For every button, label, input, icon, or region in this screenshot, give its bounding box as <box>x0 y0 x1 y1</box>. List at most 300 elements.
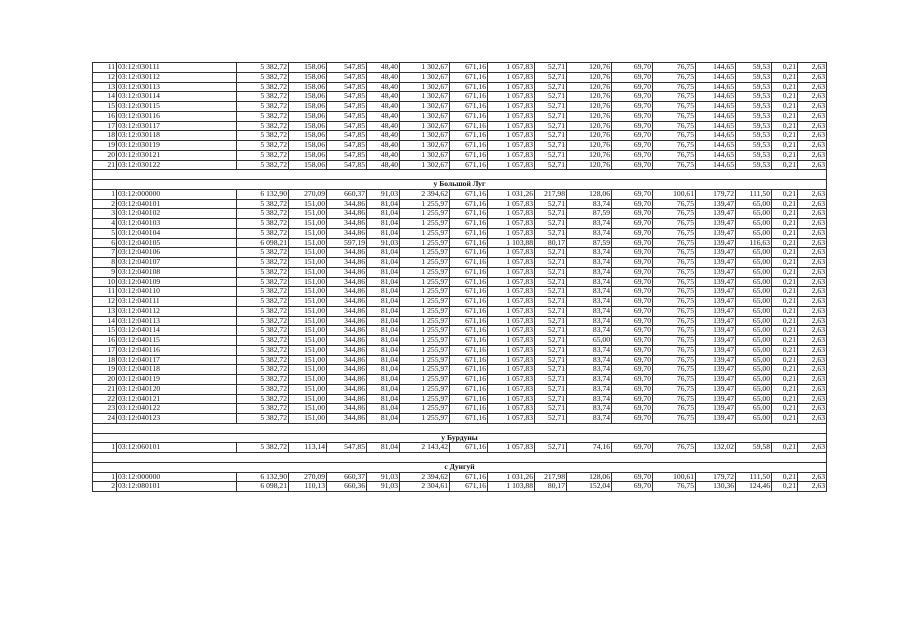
value-cell: 547,85 <box>327 141 367 151</box>
row-number: 24 <box>93 414 117 424</box>
cadastral-code: 03:12:040105 <box>117 238 237 248</box>
row-number: 12 <box>93 72 117 82</box>
value-cell: 69,70 <box>612 228 653 238</box>
row-number: 23 <box>93 404 117 414</box>
value-cell: 158,06 <box>289 111 327 121</box>
value-cell: 5 382,72 <box>237 384 289 394</box>
value-cell: 139,47 <box>696 306 736 316</box>
value-cell: 65,00 <box>736 219 772 229</box>
value-cell: 2,63 <box>798 102 827 112</box>
value-cell: 547,85 <box>327 160 367 170</box>
cadastral-code: 03:12:030118 <box>117 131 237 141</box>
value-cell: 0,21 <box>772 160 798 170</box>
row-number: 20 <box>93 375 117 385</box>
value-cell: 81,04 <box>367 355 400 365</box>
value-cell: 217,98 <box>535 189 567 199</box>
value-cell: 128,06 <box>567 189 612 199</box>
value-cell: 671,16 <box>450 63 488 73</box>
value-cell: 5 382,72 <box>237 365 289 375</box>
table-row <box>93 384 827 394</box>
value-cell: 52,71 <box>535 345 567 355</box>
value-cell: 76,75 <box>653 384 696 394</box>
value-cell: 671,16 <box>450 443 488 453</box>
row-number: 16 <box>93 336 117 346</box>
value-cell: 2,63 <box>798 482 827 492</box>
section-spacer <box>93 423 827 433</box>
value-cell: 671,16 <box>450 102 488 112</box>
cadastral-code: 03:12:040108 <box>117 267 237 277</box>
value-cell: 52,71 <box>535 82 567 92</box>
value-cell: 2,63 <box>798 248 827 258</box>
value-cell: 0,21 <box>772 365 798 375</box>
value-cell: 48,40 <box>367 160 400 170</box>
section-spacer <box>93 170 827 180</box>
value-cell: 671,16 <box>450 111 488 121</box>
value-cell: 81,04 <box>367 297 400 307</box>
value-cell: 120,76 <box>567 72 612 82</box>
value-cell: 52,71 <box>535 150 567 160</box>
value-cell: 83,74 <box>567 219 612 229</box>
value-cell: 547,85 <box>327 111 367 121</box>
value-cell: 2,63 <box>798 365 827 375</box>
cadastral-code: 03:12:030113 <box>117 82 237 92</box>
value-cell: 1 057,83 <box>488 82 535 92</box>
value-cell: 1 255,97 <box>400 404 450 414</box>
value-cell: 52,71 <box>535 102 567 112</box>
value-cell: 65,00 <box>736 306 772 316</box>
value-cell: 139,47 <box>696 326 736 336</box>
value-cell: 48,40 <box>367 150 400 160</box>
value-cell: 660,37 <box>327 472 367 482</box>
value-cell: 69,70 <box>612 482 653 492</box>
value-cell: 0,21 <box>772 414 798 424</box>
value-cell: 5 382,72 <box>237 404 289 414</box>
value-cell: 83,74 <box>567 316 612 326</box>
value-cell: 1 057,83 <box>488 199 535 209</box>
value-cell: 5 382,72 <box>237 267 289 277</box>
value-cell: 69,70 <box>612 189 653 199</box>
value-cell: 2,63 <box>798 404 827 414</box>
value-cell: 344,86 <box>327 375 367 385</box>
value-cell: 1 255,97 <box>400 248 450 258</box>
value-cell: 1 057,83 <box>488 72 535 82</box>
table-row <box>93 131 827 141</box>
value-cell: 52,71 <box>535 306 567 316</box>
value-cell: 1 057,83 <box>488 267 535 277</box>
value-cell: 2,63 <box>798 258 827 268</box>
value-cell: 139,47 <box>696 277 736 287</box>
value-cell: 0,21 <box>772 189 798 199</box>
value-cell: 139,47 <box>696 414 736 424</box>
value-cell: 671,16 <box>450 326 488 336</box>
value-cell: 52,71 <box>535 248 567 258</box>
value-cell: 1 255,97 <box>400 209 450 219</box>
table-row <box>93 316 827 326</box>
value-cell: 59,53 <box>736 131 772 141</box>
value-cell: 2,63 <box>798 287 827 297</box>
value-cell: 65,00 <box>736 336 772 346</box>
value-cell: 69,70 <box>612 326 653 336</box>
value-cell: 2,63 <box>798 199 827 209</box>
value-cell: 1 057,83 <box>488 248 535 258</box>
table-row <box>93 189 827 199</box>
value-cell: 158,06 <box>289 131 327 141</box>
value-cell: 152,04 <box>567 482 612 492</box>
row-number: 5 <box>93 228 117 238</box>
value-cell: 2,63 <box>798 414 827 424</box>
value-cell: 5 382,72 <box>237 92 289 102</box>
value-cell: 139,47 <box>696 267 736 277</box>
value-cell: 81,04 <box>367 228 400 238</box>
value-cell: 144,65 <box>696 72 736 82</box>
value-cell: 547,85 <box>327 443 367 453</box>
table-row <box>93 414 827 424</box>
row-number: 14 <box>93 316 117 326</box>
value-cell: 83,74 <box>567 375 612 385</box>
value-cell: 69,70 <box>612 267 653 277</box>
value-cell: 158,06 <box>289 141 327 151</box>
value-cell: 52,71 <box>535 355 567 365</box>
value-cell: 52,71 <box>535 228 567 238</box>
value-cell: 2,63 <box>798 121 827 131</box>
value-cell: 1 302,67 <box>400 150 450 160</box>
value-cell: 81,04 <box>367 316 400 326</box>
value-cell: 5 382,72 <box>237 121 289 131</box>
value-cell: 91,03 <box>367 238 400 248</box>
value-cell: 1 057,83 <box>488 141 535 151</box>
value-cell: 0,21 <box>772 248 798 258</box>
value-cell: 0,21 <box>772 375 798 385</box>
value-cell: 52,71 <box>535 336 567 346</box>
value-cell: 5 382,72 <box>237 150 289 160</box>
value-cell: 1 255,97 <box>400 316 450 326</box>
value-cell: 5 382,72 <box>237 443 289 453</box>
value-cell: 52,71 <box>535 258 567 268</box>
value-cell: 144,65 <box>696 63 736 73</box>
value-cell: 158,06 <box>289 150 327 160</box>
value-cell: 120,76 <box>567 111 612 121</box>
value-cell: 547,85 <box>327 92 367 102</box>
value-cell: 0,21 <box>772 443 798 453</box>
value-cell: 83,74 <box>567 404 612 414</box>
cadastral-code: 03:12:030112 <box>117 72 237 82</box>
cadastral-code: 03:12:040106 <box>117 248 237 258</box>
value-cell: 1 255,97 <box>400 277 450 287</box>
row-number: 11 <box>93 63 117 73</box>
value-cell: 69,70 <box>612 160 653 170</box>
value-cell: 0,21 <box>772 92 798 102</box>
value-cell: 65,00 <box>736 355 772 365</box>
value-cell: 48,40 <box>367 141 400 151</box>
section-title-row <box>93 462 827 472</box>
value-cell: 6 132,90 <box>237 472 289 482</box>
table-body <box>93 63 827 492</box>
value-cell: 344,86 <box>327 355 367 365</box>
value-cell: 0,21 <box>772 336 798 346</box>
value-cell: 52,71 <box>535 219 567 229</box>
value-cell: 158,06 <box>289 72 327 82</box>
value-cell: 671,16 <box>450 121 488 131</box>
value-cell: 48,40 <box>367 92 400 102</box>
value-cell: 69,70 <box>612 365 653 375</box>
value-cell: 48,40 <box>367 111 400 121</box>
value-cell: 179,72 <box>696 472 736 482</box>
value-cell: 139,47 <box>696 336 736 346</box>
cadastral-code: 03:12:030121 <box>117 150 237 160</box>
value-cell: 0,21 <box>772 111 798 121</box>
value-cell: 344,86 <box>327 267 367 277</box>
table-row <box>93 121 827 131</box>
value-cell: 1 255,97 <box>400 267 450 277</box>
value-cell: 139,47 <box>696 287 736 297</box>
value-cell: 1 255,97 <box>400 297 450 307</box>
row-number: 8 <box>93 258 117 268</box>
value-cell: 0,21 <box>772 404 798 414</box>
value-cell: 2,63 <box>798 150 827 160</box>
value-cell: 81,04 <box>367 287 400 297</box>
value-cell: 76,75 <box>653 228 696 238</box>
value-cell: 48,40 <box>367 63 400 73</box>
row-number: 9 <box>93 267 117 277</box>
value-cell: 158,06 <box>289 102 327 112</box>
value-cell: 344,86 <box>327 287 367 297</box>
table-row <box>93 199 827 209</box>
value-cell: 1 057,83 <box>488 375 535 385</box>
value-cell: 83,74 <box>567 365 612 375</box>
value-cell: 1 255,97 <box>400 238 450 248</box>
value-cell: 671,16 <box>450 131 488 141</box>
value-cell: 1 057,83 <box>488 131 535 141</box>
value-cell: 151,00 <box>289 297 327 307</box>
cadastral-code: 03:12:040114 <box>117 326 237 336</box>
value-cell: 69,70 <box>612 443 653 453</box>
value-cell: 344,86 <box>327 336 367 346</box>
value-cell: 5 382,72 <box>237 326 289 336</box>
value-cell: 1 302,67 <box>400 121 450 131</box>
value-cell: 83,74 <box>567 414 612 424</box>
cadastral-code: 03:12:040116 <box>117 345 237 355</box>
table-row <box>93 219 827 229</box>
value-cell: 6 098,21 <box>237 238 289 248</box>
row-number: 3 <box>93 209 117 219</box>
value-cell: 120,76 <box>567 150 612 160</box>
value-cell: 128,06 <box>567 472 612 482</box>
value-cell: 69,70 <box>612 472 653 482</box>
value-cell: 139,47 <box>696 394 736 404</box>
cadastral-code: 03:12:040119 <box>117 375 237 385</box>
cadastral-code: 03:12:040118 <box>117 365 237 375</box>
value-cell: 151,00 <box>289 219 327 229</box>
value-cell: 65,00 <box>736 258 772 268</box>
value-cell: 0,21 <box>772 150 798 160</box>
value-cell: 2,63 <box>798 277 827 287</box>
value-cell: 1 302,67 <box>400 111 450 121</box>
value-cell: 151,00 <box>289 316 327 326</box>
value-cell: 1 057,83 <box>488 404 535 414</box>
row-number: 11 <box>93 287 117 297</box>
value-cell: 5 382,72 <box>237 394 289 404</box>
row-number: 17 <box>93 345 117 355</box>
value-cell: 671,16 <box>450 306 488 316</box>
value-cell: 69,70 <box>612 72 653 82</box>
value-cell: 81,04 <box>367 258 400 268</box>
value-cell: 59,53 <box>736 141 772 151</box>
value-cell: 83,74 <box>567 384 612 394</box>
value-cell: 2,63 <box>798 189 827 199</box>
value-cell: 83,74 <box>567 258 612 268</box>
value-cell: 69,70 <box>612 414 653 424</box>
value-cell: 2,63 <box>798 72 827 82</box>
value-cell: 671,16 <box>450 336 488 346</box>
value-cell: 144,65 <box>696 82 736 92</box>
value-cell: 144,65 <box>696 150 736 160</box>
value-cell: 344,86 <box>327 248 367 258</box>
row-number: 1 <box>93 189 117 199</box>
value-cell: 671,16 <box>450 384 488 394</box>
cadastral-code: 03:12:040110 <box>117 287 237 297</box>
cadastral-code: 03:12:080101 <box>117 482 237 492</box>
value-cell: 158,06 <box>289 121 327 131</box>
cadastral-code: 03:12:040112 <box>117 306 237 316</box>
value-cell: 151,00 <box>289 355 327 365</box>
value-cell: 1 302,67 <box>400 141 450 151</box>
value-cell: 1 057,83 <box>488 336 535 346</box>
value-cell: 671,16 <box>450 82 488 92</box>
value-cell: 344,86 <box>327 228 367 238</box>
table-row <box>93 355 827 365</box>
value-cell: 113,14 <box>289 443 327 453</box>
value-cell: 671,16 <box>450 238 488 248</box>
value-cell: 671,16 <box>450 365 488 375</box>
value-cell: 0,21 <box>772 199 798 209</box>
value-cell: 69,70 <box>612 209 653 219</box>
value-cell: 59,53 <box>736 82 772 92</box>
row-number: 12 <box>93 297 117 307</box>
value-cell: 87,59 <box>567 209 612 219</box>
value-cell: 5 382,72 <box>237 375 289 385</box>
value-cell: 217,98 <box>535 472 567 482</box>
value-cell: 83,74 <box>567 248 612 258</box>
value-cell: 76,75 <box>653 82 696 92</box>
value-cell: 52,71 <box>535 63 567 73</box>
value-cell: 5 382,72 <box>237 345 289 355</box>
value-cell: 671,16 <box>450 287 488 297</box>
value-cell: 0,21 <box>772 141 798 151</box>
value-cell: 2,63 <box>798 219 827 229</box>
table-row <box>93 394 827 404</box>
spacer-cell <box>93 453 827 463</box>
value-cell: 0,21 <box>772 258 798 268</box>
value-cell: 0,21 <box>772 121 798 131</box>
value-cell: 120,76 <box>567 92 612 102</box>
value-cell: 69,70 <box>612 92 653 102</box>
value-cell: 48,40 <box>367 72 400 82</box>
value-cell: 69,70 <box>612 258 653 268</box>
value-cell: 5 382,72 <box>237 141 289 151</box>
value-cell: 2,63 <box>798 228 827 238</box>
row-number: 18 <box>93 355 117 365</box>
value-cell: 1 255,97 <box>400 326 450 336</box>
value-cell: 65,00 <box>736 277 772 287</box>
value-cell: 76,75 <box>653 345 696 355</box>
value-cell: 1 255,97 <box>400 345 450 355</box>
value-cell: 671,16 <box>450 92 488 102</box>
value-cell: 344,86 <box>327 277 367 287</box>
value-cell: 344,86 <box>327 316 367 326</box>
value-cell: 270,09 <box>289 472 327 482</box>
spacer-cell <box>93 423 827 433</box>
value-cell: 158,06 <box>289 82 327 92</box>
value-cell: 1 302,67 <box>400 160 450 170</box>
value-cell: 151,00 <box>289 277 327 287</box>
value-cell: 2,63 <box>798 297 827 307</box>
value-cell: 83,74 <box>567 394 612 404</box>
value-cell: 144,65 <box>696 92 736 102</box>
value-cell: 2,63 <box>798 326 827 336</box>
cadastral-code: 03:12:030119 <box>117 141 237 151</box>
table-row <box>93 238 827 248</box>
value-cell: 52,71 <box>535 316 567 326</box>
value-cell: 547,85 <box>327 150 367 160</box>
value-cell: 660,36 <box>327 482 367 492</box>
value-cell: 76,75 <box>653 443 696 453</box>
value-cell: 660,37 <box>327 189 367 199</box>
value-cell: 76,75 <box>653 365 696 375</box>
value-cell: 5 382,72 <box>237 209 289 219</box>
value-cell: 671,16 <box>450 189 488 199</box>
value-cell: 1 057,83 <box>488 306 535 316</box>
value-cell: 1 255,97 <box>400 287 450 297</box>
value-cell: 2,63 <box>798 345 827 355</box>
value-cell: 69,70 <box>612 131 653 141</box>
value-cell: 1 255,97 <box>400 384 450 394</box>
cadastral-code: 03:12:040102 <box>117 209 237 219</box>
value-cell: 81,04 <box>367 248 400 258</box>
value-cell: 65,00 <box>736 394 772 404</box>
value-cell: 0,21 <box>772 355 798 365</box>
cadastral-code: 03:12:040107 <box>117 258 237 268</box>
table-row <box>93 209 827 219</box>
table-row <box>93 141 827 151</box>
value-cell: 1 302,67 <box>400 63 450 73</box>
value-cell: 671,16 <box>450 394 488 404</box>
value-cell: 344,86 <box>327 326 367 336</box>
value-cell: 76,75 <box>653 141 696 151</box>
table-row <box>93 258 827 268</box>
value-cell: 76,75 <box>653 209 696 219</box>
value-cell: 76,75 <box>653 277 696 287</box>
value-cell: 6 132,90 <box>237 189 289 199</box>
value-cell: 48,40 <box>367 121 400 131</box>
value-cell: 0,21 <box>772 238 798 248</box>
value-cell: 0,21 <box>772 72 798 82</box>
value-cell: 100,61 <box>653 189 696 199</box>
value-cell: 76,75 <box>653 131 696 141</box>
value-cell: 52,71 <box>535 209 567 219</box>
value-cell: 69,70 <box>612 111 653 121</box>
value-cell: 2,63 <box>798 238 827 248</box>
value-cell: 83,74 <box>567 355 612 365</box>
table-row <box>93 365 827 375</box>
value-cell: 671,16 <box>450 228 488 238</box>
table-row <box>93 375 827 385</box>
value-cell: 1 057,83 <box>488 150 535 160</box>
value-cell: 65,00 <box>736 365 772 375</box>
value-cell: 2,63 <box>798 131 827 141</box>
value-cell: 547,85 <box>327 63 367 73</box>
value-cell: 76,75 <box>653 355 696 365</box>
value-cell: 59,53 <box>736 160 772 170</box>
